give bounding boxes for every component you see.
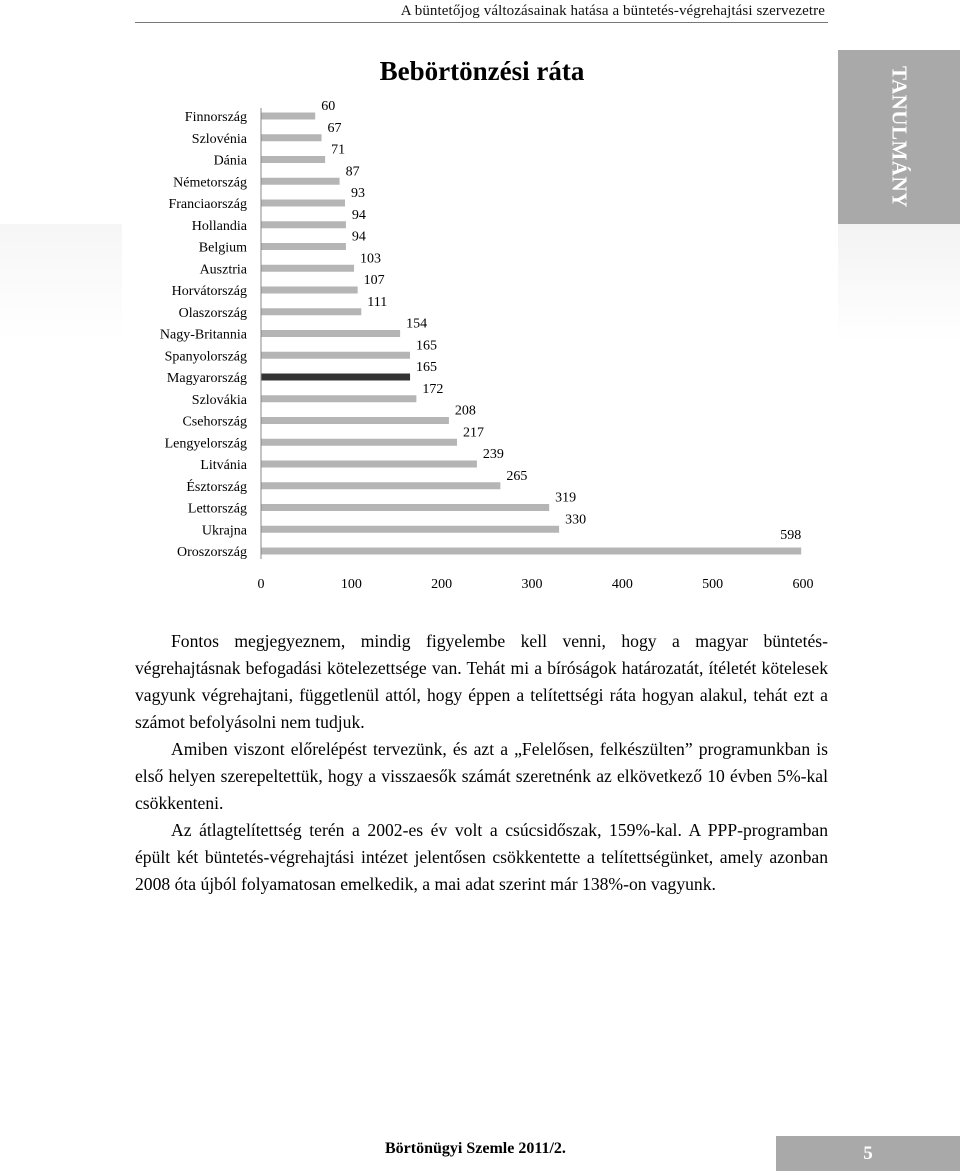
value-label-9: 111 — [367, 294, 388, 310]
bar-8 — [261, 287, 358, 294]
bar-12 — [261, 374, 410, 381]
bar-19 — [261, 526, 559, 533]
value-label-20: 598 — [780, 528, 802, 543]
category-label-8: Horvátország — [171, 284, 247, 299]
value-label-18: 319 — [555, 490, 577, 506]
bar-17 — [261, 482, 500, 489]
chart-title: Bebörtönzési ráta — [379, 56, 585, 86]
category-label-16: Litvánia — [200, 458, 247, 473]
value-label-8: 107 — [363, 273, 385, 288]
x-tick-label-5: 500 — [702, 577, 724, 592]
bar-3 — [261, 178, 340, 185]
value-labels — [321, 99, 801, 543]
bars-group — [261, 113, 801, 555]
value-label-7: 103 — [360, 251, 382, 267]
value-label-3: 87 — [345, 164, 360, 180]
bar-16 — [261, 461, 477, 468]
bar-4 — [261, 200, 345, 207]
category-label-9: Olaszország — [178, 305, 247, 321]
value-label-10: 154 — [406, 316, 428, 332]
bar-1 — [261, 134, 322, 141]
x-tick-label-6: 600 — [792, 577, 814, 592]
x-tick-label-2: 200 — [431, 577, 453, 592]
category-label-3: Németország — [173, 175, 247, 191]
value-label-12: 165 — [416, 360, 438, 375]
side-tab-label: TANULMÁNY — [887, 66, 912, 208]
footer-journal: Börtönügyi Szemle 2011/2. — [385, 1140, 566, 1157]
category-label-15: Lengyelország — [164, 436, 247, 452]
value-label-5: 94 — [351, 207, 366, 223]
paragraph-3: Az átlagtelítettség terén a 2002-es év volt a csúcsidőszak, 159%-kal. A PPP-programban épült két büntetés-végrehajtási intézet jelentősen csökkentette a telítettségünket, amely azonban 2008 óta újból folyamatosan emelkedik, a mai adat szerint már 138%-on vagyunk. — [135, 820, 828, 894]
value-label-6: 94 — [351, 229, 366, 245]
body-text — [135, 628, 828, 898]
category-label-14: Csehország — [182, 414, 247, 430]
category-label-19: Ukrajna — [201, 523, 247, 539]
value-label-19: 330 — [565, 512, 587, 528]
page-number: 5 — [863, 1142, 873, 1164]
category-label-10: Nagy-Britannia — [159, 327, 247, 343]
category-label-11: Spanyolország — [164, 349, 247, 365]
value-label-0: 60 — [321, 99, 336, 114]
bar-6 — [261, 243, 346, 250]
x-tick-label-1: 100 — [340, 577, 362, 592]
bar-20 — [261, 548, 801, 555]
bar-7 — [261, 265, 354, 272]
value-label-16: 239 — [482, 447, 504, 462]
x-tick-labels — [258, 577, 814, 592]
running-header: A büntetőjog változásainak hatása a büntetés-végrehajtási szervezetre — [400, 3, 825, 19]
category-label-13: Szlovákia — [191, 392, 247, 408]
bar-15 — [261, 439, 457, 446]
bar-0 — [261, 113, 315, 120]
bar-14 — [261, 417, 449, 424]
value-label-4: 93 — [351, 186, 366, 201]
value-label-14: 208 — [454, 403, 476, 419]
page-number-box — [776, 1136, 960, 1171]
x-tick-label-4: 400 — [611, 577, 633, 592]
value-label-2: 71 — [331, 142, 346, 158]
bar-9 — [261, 308, 361, 315]
incarceration-rate-chart — [0, 50, 960, 605]
bar-5 — [261, 221, 346, 228]
category-label-4: Franciaország — [168, 197, 247, 212]
value-label-13: 172 — [422, 381, 444, 397]
x-tick-label-3: 300 — [521, 577, 543, 592]
header-rule — [135, 22, 828, 23]
category-label-2: Dánia — [213, 153, 247, 169]
bar-18 — [261, 504, 549, 511]
x-tick-label-0: 0 — [257, 577, 265, 592]
category-label-20: Oroszország — [177, 545, 247, 560]
paragraph-2: Amiben viszont előrelépést tervezünk, és azt a „Felelősen, felkészülten” programunkban is első helyen szerepeltettük, hogy a visszaesők számát szeretnénk az elkövetkező 10 évben 5%-kal csökkenteni. — [135, 739, 828, 813]
category-label-18: Lettország — [187, 501, 247, 517]
category-label-6: Belgium — [198, 240, 247, 256]
category-label-7: Ausztria — [199, 262, 247, 278]
category-label-1: Szlovénia — [191, 131, 247, 147]
paragraph-1: Fontos megjegyeznem, mindig figyelembe kell venni, hogy a magyar büntetés-végrehajtásnak befogadási kötelezettsége van. Tehát mi a bíróságok határozatát, ítéletét kötelesek vagyunk végrehajtani, függetlenül attól, hogy éppen a telítettségi ráta hogyan alakul, tehát ezt a számot befolyásolni nem tudjuk. — [135, 631, 828, 732]
category-label-17: Észtország — [186, 479, 247, 495]
value-label-1: 67 — [327, 120, 342, 136]
bar-10 — [261, 330, 400, 337]
category-label-0: Finnország — [184, 110, 247, 125]
value-label-15: 217 — [463, 425, 485, 441]
category-label-12: Magyarország — [166, 371, 247, 386]
bar-2 — [261, 156, 325, 163]
value-label-17: 265 — [506, 468, 528, 484]
category-labels — [160, 110, 248, 560]
bar-13 — [261, 395, 416, 402]
category-label-5: Hollandia — [191, 218, 247, 234]
bar-11 — [261, 352, 410, 359]
value-label-11: 165 — [416, 338, 438, 354]
